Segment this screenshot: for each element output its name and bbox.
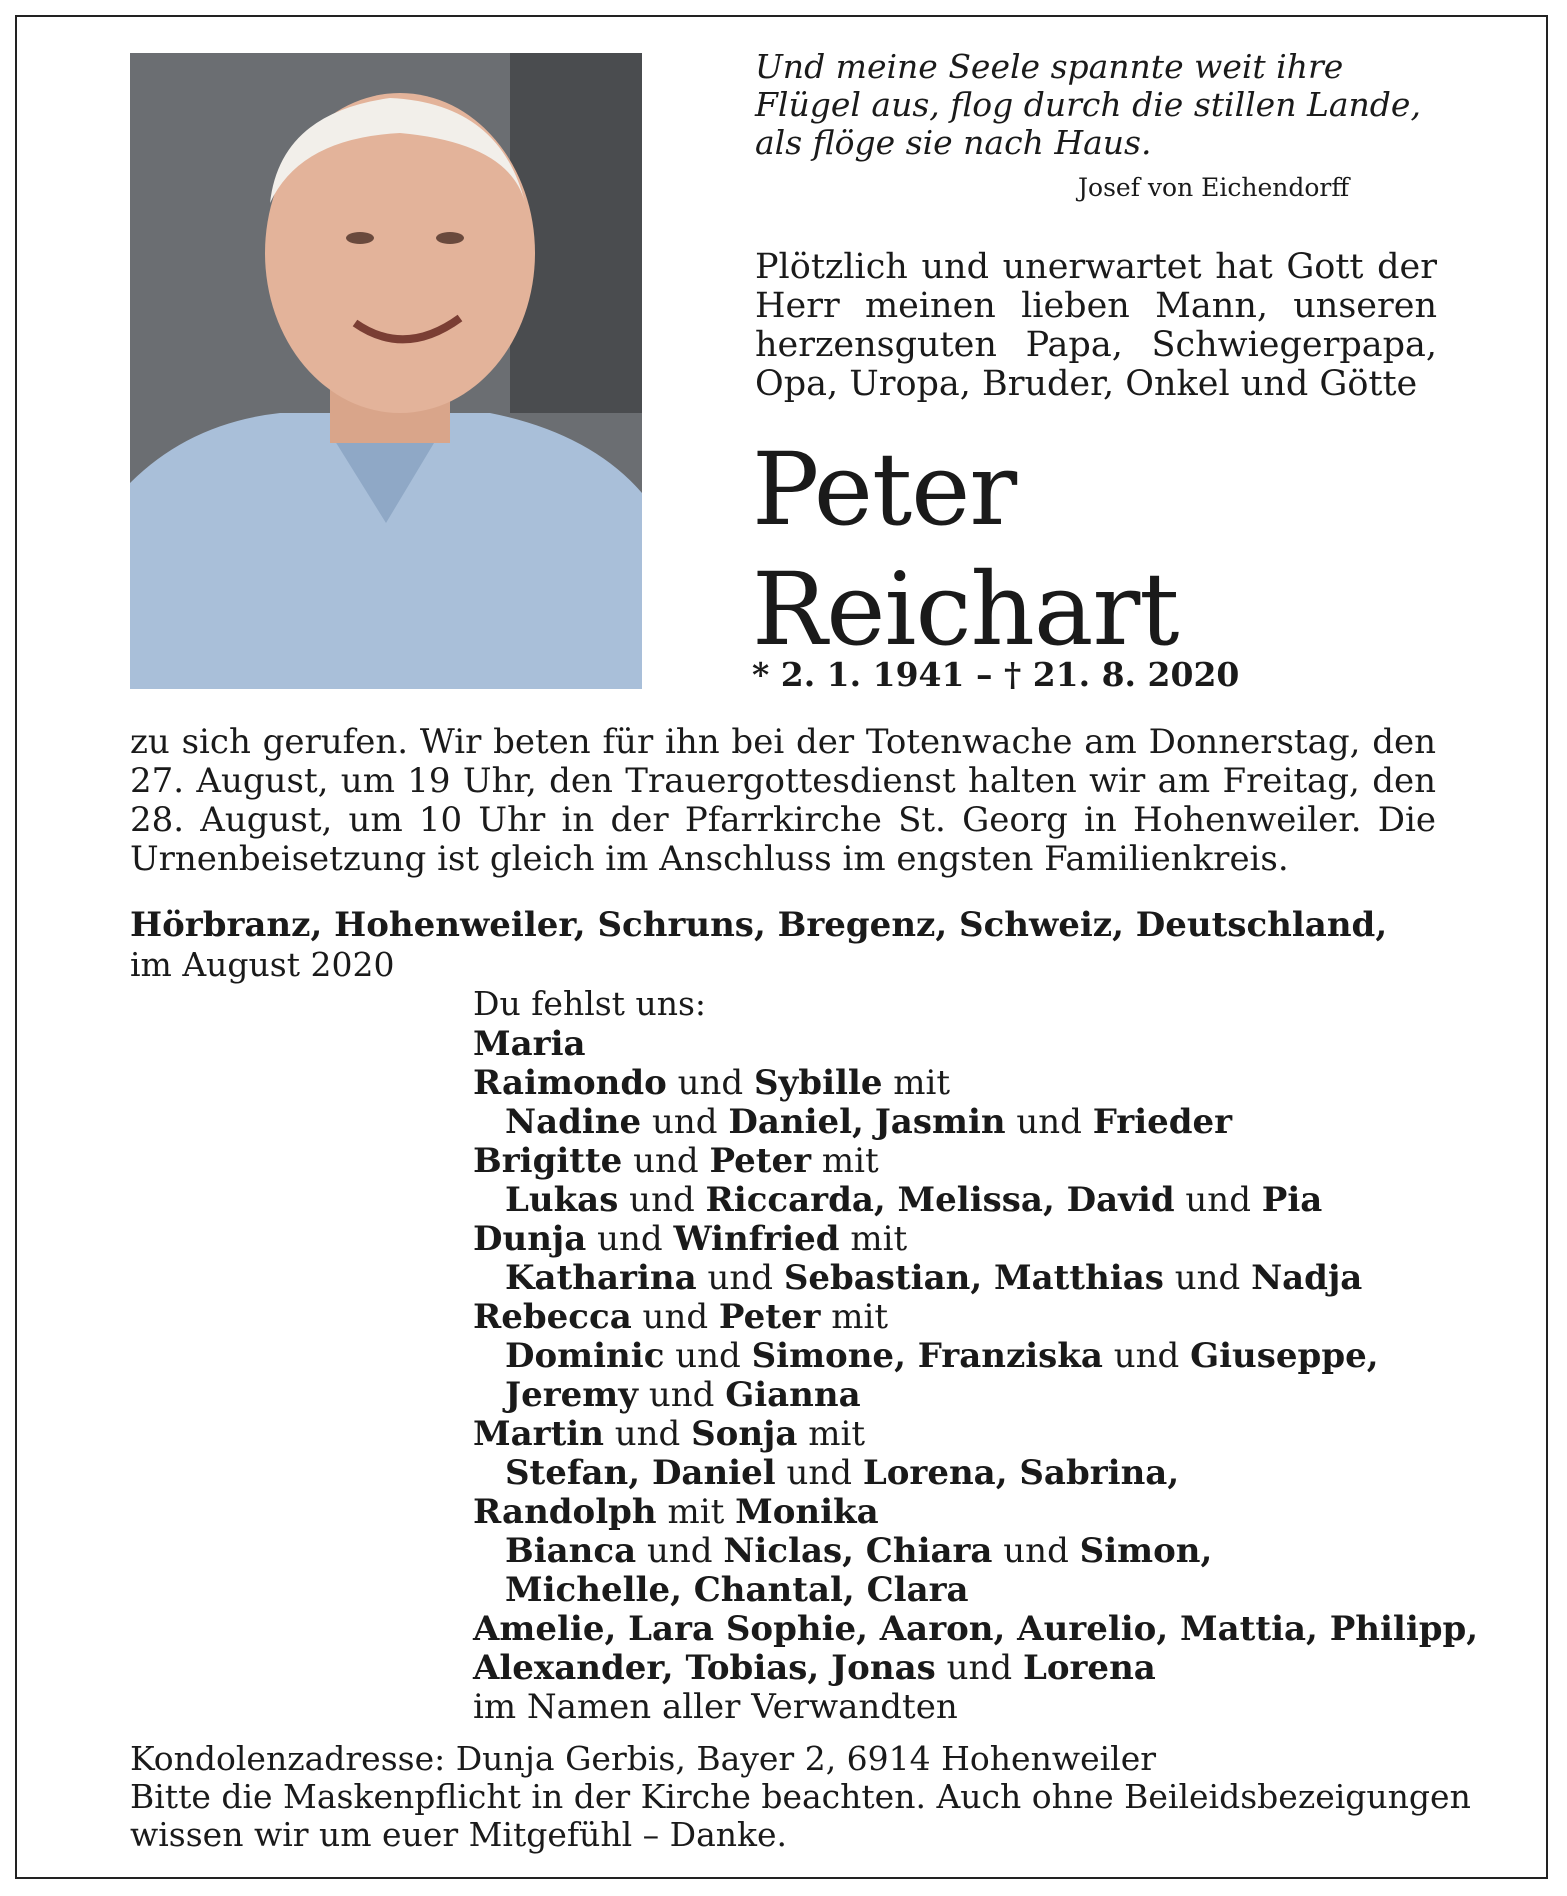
poem-quote xyxy=(755,47,1421,162)
family-name: Jeremy xyxy=(505,1375,638,1415)
intro-line: Herr meinen lieben Mann, unseren xyxy=(755,286,1437,326)
family-name: Giuseppe, xyxy=(1190,1336,1379,1376)
family-name: Sonja xyxy=(691,1414,798,1454)
quote-line: Flügel aus, flog durch die stillen Lande, xyxy=(755,85,1421,124)
family-name: Alexander, Tobias, Jonas xyxy=(473,1648,936,1688)
intro-line: Plötzlich und unerwartet hat Gott der xyxy=(755,247,1437,287)
family-name: Pia xyxy=(1261,1180,1323,1220)
family-name: Amelie, Lara Sophie, Aaron, Aurelio, Mattia, Philipp, xyxy=(473,1609,1479,1649)
family-name: Monika xyxy=(735,1492,879,1532)
family-name: Gianna xyxy=(725,1375,861,1415)
family-name: Michelle, Chantal, Clara xyxy=(505,1570,969,1610)
family-name: Sybille xyxy=(754,1063,883,1103)
family-name: Simone, Franziska xyxy=(751,1336,1103,1376)
family-name: Simon, xyxy=(1079,1531,1213,1571)
life-dates: * 2. 1. 1941 – † 21. 8. 2020 xyxy=(752,655,1240,694)
intro-text xyxy=(755,248,1437,404)
date-line: im August 2020 xyxy=(130,945,395,984)
family-name: Randolph xyxy=(473,1492,657,1532)
family-name: Dunja xyxy=(473,1219,587,1259)
footer-line: wissen wir um euer Mitgefühl – Danke. xyxy=(130,1815,788,1854)
family-name: Rebecca xyxy=(473,1297,632,1337)
family-name: Maria xyxy=(473,1024,586,1064)
footer-line: Bitte die Maskenpflicht in der Kirche beachten. Auch ohne Beileidsbezeigungen xyxy=(130,1777,1471,1816)
footer-text xyxy=(130,1740,1471,1854)
family-name: Niclas, Chiara xyxy=(723,1531,993,1571)
family-name: Bianca xyxy=(505,1531,637,1571)
family-name: Peter xyxy=(718,1297,821,1337)
family-name: Lukas xyxy=(505,1180,619,1220)
quote-author: Josef von Eichendorff xyxy=(1078,173,1350,202)
family-name: Jasmin xyxy=(874,1102,1006,1142)
quote-line: als flöge sie nach Haus. xyxy=(755,123,1152,162)
body-line: Urnenbeisetzung ist gleich im Anschluss im engsten Familienkreis. xyxy=(130,839,1289,879)
body-line: 27. August, um 19 Uhr, den Trauergottesdienst halten wir am Freitag, den xyxy=(130,761,1436,801)
missing-line: Du fehlst uns: xyxy=(473,984,706,1023)
family-name: Lorena xyxy=(1022,1648,1156,1688)
family-name: Peter xyxy=(709,1141,812,1181)
body-line: 28. August, um 10 Uhr in der Pfarrkirche St. Georg in Hohenweiler. Die xyxy=(130,800,1436,840)
family-name: Lorena, Sabrina, xyxy=(862,1453,1180,1493)
service-announcement xyxy=(130,723,1436,879)
relatives-line: im Namen aller Verwandten xyxy=(473,1687,958,1727)
family-name: Sebastian, Matthias xyxy=(783,1258,1164,1298)
intro-line: Opa, Uropa, Bruder, Onkel und Götte xyxy=(755,364,1418,404)
family-name: Dominic xyxy=(505,1336,665,1376)
intro-line: herzensguten Papa, Schwiegerpapa, xyxy=(755,325,1437,365)
quote-line: Und meine Seele spannte weit ihre xyxy=(755,47,1344,86)
family-name: Stefan, Daniel xyxy=(505,1453,776,1493)
family-name: Brigitte xyxy=(473,1141,623,1181)
deceased-name xyxy=(752,430,1178,670)
portrait-photo xyxy=(130,53,642,689)
family-name: Martin xyxy=(473,1414,604,1454)
family-name: Winfried xyxy=(673,1219,840,1259)
family-name: Daniel, xyxy=(728,1102,864,1142)
family-name: Riccarda, Melissa, David xyxy=(705,1180,1175,1220)
last-name: Reichart xyxy=(752,551,1179,668)
family-name: Nadja xyxy=(1251,1258,1363,1298)
body-line: zu sich gerufen. Wir beten für ihn bei der Totenwache am Donnerstag, den xyxy=(130,722,1436,762)
condolence-address: Kondolenzadresse: Dunja Gerbis, Bayer 2, 6914 Hohenweiler xyxy=(130,1739,1157,1778)
family-name: Frieder xyxy=(1092,1102,1233,1142)
family-name: Nadine xyxy=(505,1102,642,1142)
first-name: Peter xyxy=(752,431,1017,548)
portrait-illustration xyxy=(130,53,642,689)
family-name: Raimondo xyxy=(473,1063,667,1103)
places-line: Hörbranz, Hohenweiler, Schruns, Bregenz, Schweiz, Deutschland, xyxy=(130,905,1388,945)
family-name: Katharina xyxy=(505,1258,697,1298)
